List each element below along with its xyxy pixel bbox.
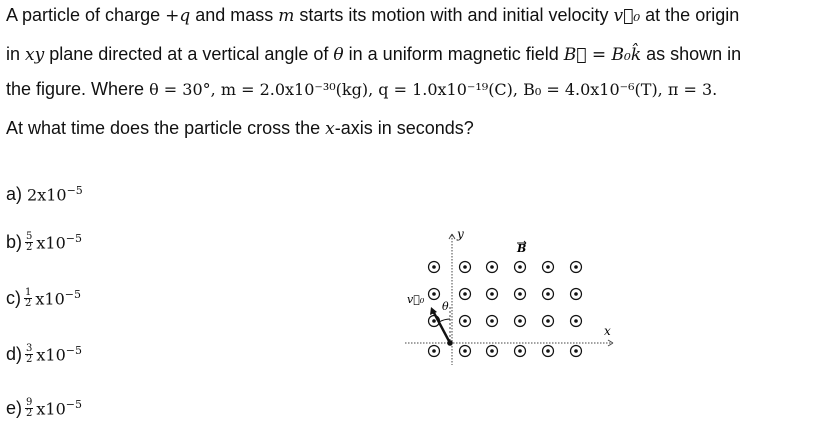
field-dot-out-icon xyxy=(515,289,526,300)
option-value: $x10^{-5}$ xyxy=(36,232,82,253)
question-text: the figure. Where xyxy=(6,79,150,99)
option-label: c) xyxy=(6,288,21,308)
plane-symbol: xy xyxy=(25,45,45,65)
question-text: at the origin xyxy=(640,5,740,25)
field-dot-out-icon xyxy=(460,262,471,273)
field-dot-out-icon xyxy=(487,346,498,357)
question-line-2 xyxy=(6,43,741,66)
option-e[interactable] xyxy=(6,398,82,419)
angle-arc xyxy=(439,319,450,322)
x-axis-symbol: x xyxy=(325,119,335,139)
field-dot-out-icon xyxy=(571,316,582,327)
charge-symbol: +q xyxy=(165,6,191,26)
given-parameters: θ = 30°, m = 2.0x10⁻³⁰(kg), q = 1.0x10⁻¹⁹(C), B₀ = 4.0x10⁻⁶(T), π = 3. xyxy=(149,80,718,99)
option-value: $x10^{-5}$ xyxy=(36,398,82,419)
question-text: as shown in xyxy=(641,44,742,64)
field-dot-out-icon xyxy=(460,289,471,300)
option-label: b) xyxy=(6,232,23,252)
question-text: in a uniform magnetic field xyxy=(343,44,564,64)
field-expression: B⃗ = B₀k̂ xyxy=(563,45,642,65)
field-dot-out-icon xyxy=(543,262,554,273)
option-value: $x10^{-5}$ xyxy=(36,344,82,365)
field-dot-out-icon xyxy=(571,289,582,300)
y-axis-label: y xyxy=(457,227,464,241)
option-d[interactable] xyxy=(6,344,82,365)
mass-symbol: m xyxy=(278,6,295,26)
option-label: a) xyxy=(6,184,23,204)
question-text: and mass xyxy=(190,5,279,25)
option-value: $2x10^{-5}$ xyxy=(27,184,83,205)
question-line-4 xyxy=(6,117,474,140)
field-dot-out-icon xyxy=(460,316,471,327)
option-fraction: $\frac{5}{2}$ xyxy=(26,231,33,253)
question-text: in xyxy=(6,44,26,64)
option-a[interactable] xyxy=(6,184,83,205)
option-label: e) xyxy=(6,398,23,418)
field-dot-out-icon xyxy=(515,316,526,327)
field-dot-out-icon xyxy=(571,346,582,357)
field-dot-out-icon xyxy=(515,262,526,273)
question-text: plane directed at a vertical angle of xyxy=(44,44,334,64)
field-dot-out-icon xyxy=(543,289,554,300)
theta-symbol: θ xyxy=(333,45,344,65)
field-dot-out-icon xyxy=(487,316,498,327)
field-dot-out-icon xyxy=(515,346,526,357)
velocity-label: v⃗₀ xyxy=(407,293,425,306)
question-text: starts its motion with and initial velocity xyxy=(294,5,614,25)
origin-point xyxy=(447,340,453,346)
field-dot-out-icon xyxy=(429,346,440,357)
field-dot-out-icon xyxy=(543,316,554,327)
field-dot-out-icon xyxy=(543,346,554,357)
angle-label: θ xyxy=(442,300,449,313)
velocity-symbol: v⃗₀ xyxy=(613,6,641,26)
x-axis-label: x xyxy=(604,324,611,338)
velocity-vector xyxy=(433,311,450,343)
field-dot-out-icon xyxy=(571,262,582,273)
option-label: d) xyxy=(6,344,23,364)
question-text: At what time does the particle cross the xyxy=(6,118,326,138)
question-line-3 xyxy=(6,78,717,101)
question-text: A particle of charge xyxy=(6,5,166,25)
field-label: B xyxy=(517,242,527,255)
question-text: -axis in seconds? xyxy=(334,118,474,138)
option-value: $x10^{-5}$ xyxy=(35,288,81,309)
option-fraction: $\frac{9}{2}$ xyxy=(26,397,33,419)
option-c[interactable] xyxy=(6,288,81,309)
field-dot-out-icon xyxy=(487,262,498,273)
field-dot-out-icon xyxy=(429,289,440,300)
option-b[interactable] xyxy=(6,232,82,253)
question-line-1 xyxy=(6,4,739,27)
option-fraction: $\frac{3}{2}$ xyxy=(26,343,33,365)
option-fraction: $\frac{1}{2}$ xyxy=(25,287,32,309)
magnetic-field-figure xyxy=(400,225,625,365)
field-dot-out-icon xyxy=(429,262,440,273)
field-dot-out-icon xyxy=(460,346,471,357)
field-dot-out-icon xyxy=(487,289,498,300)
